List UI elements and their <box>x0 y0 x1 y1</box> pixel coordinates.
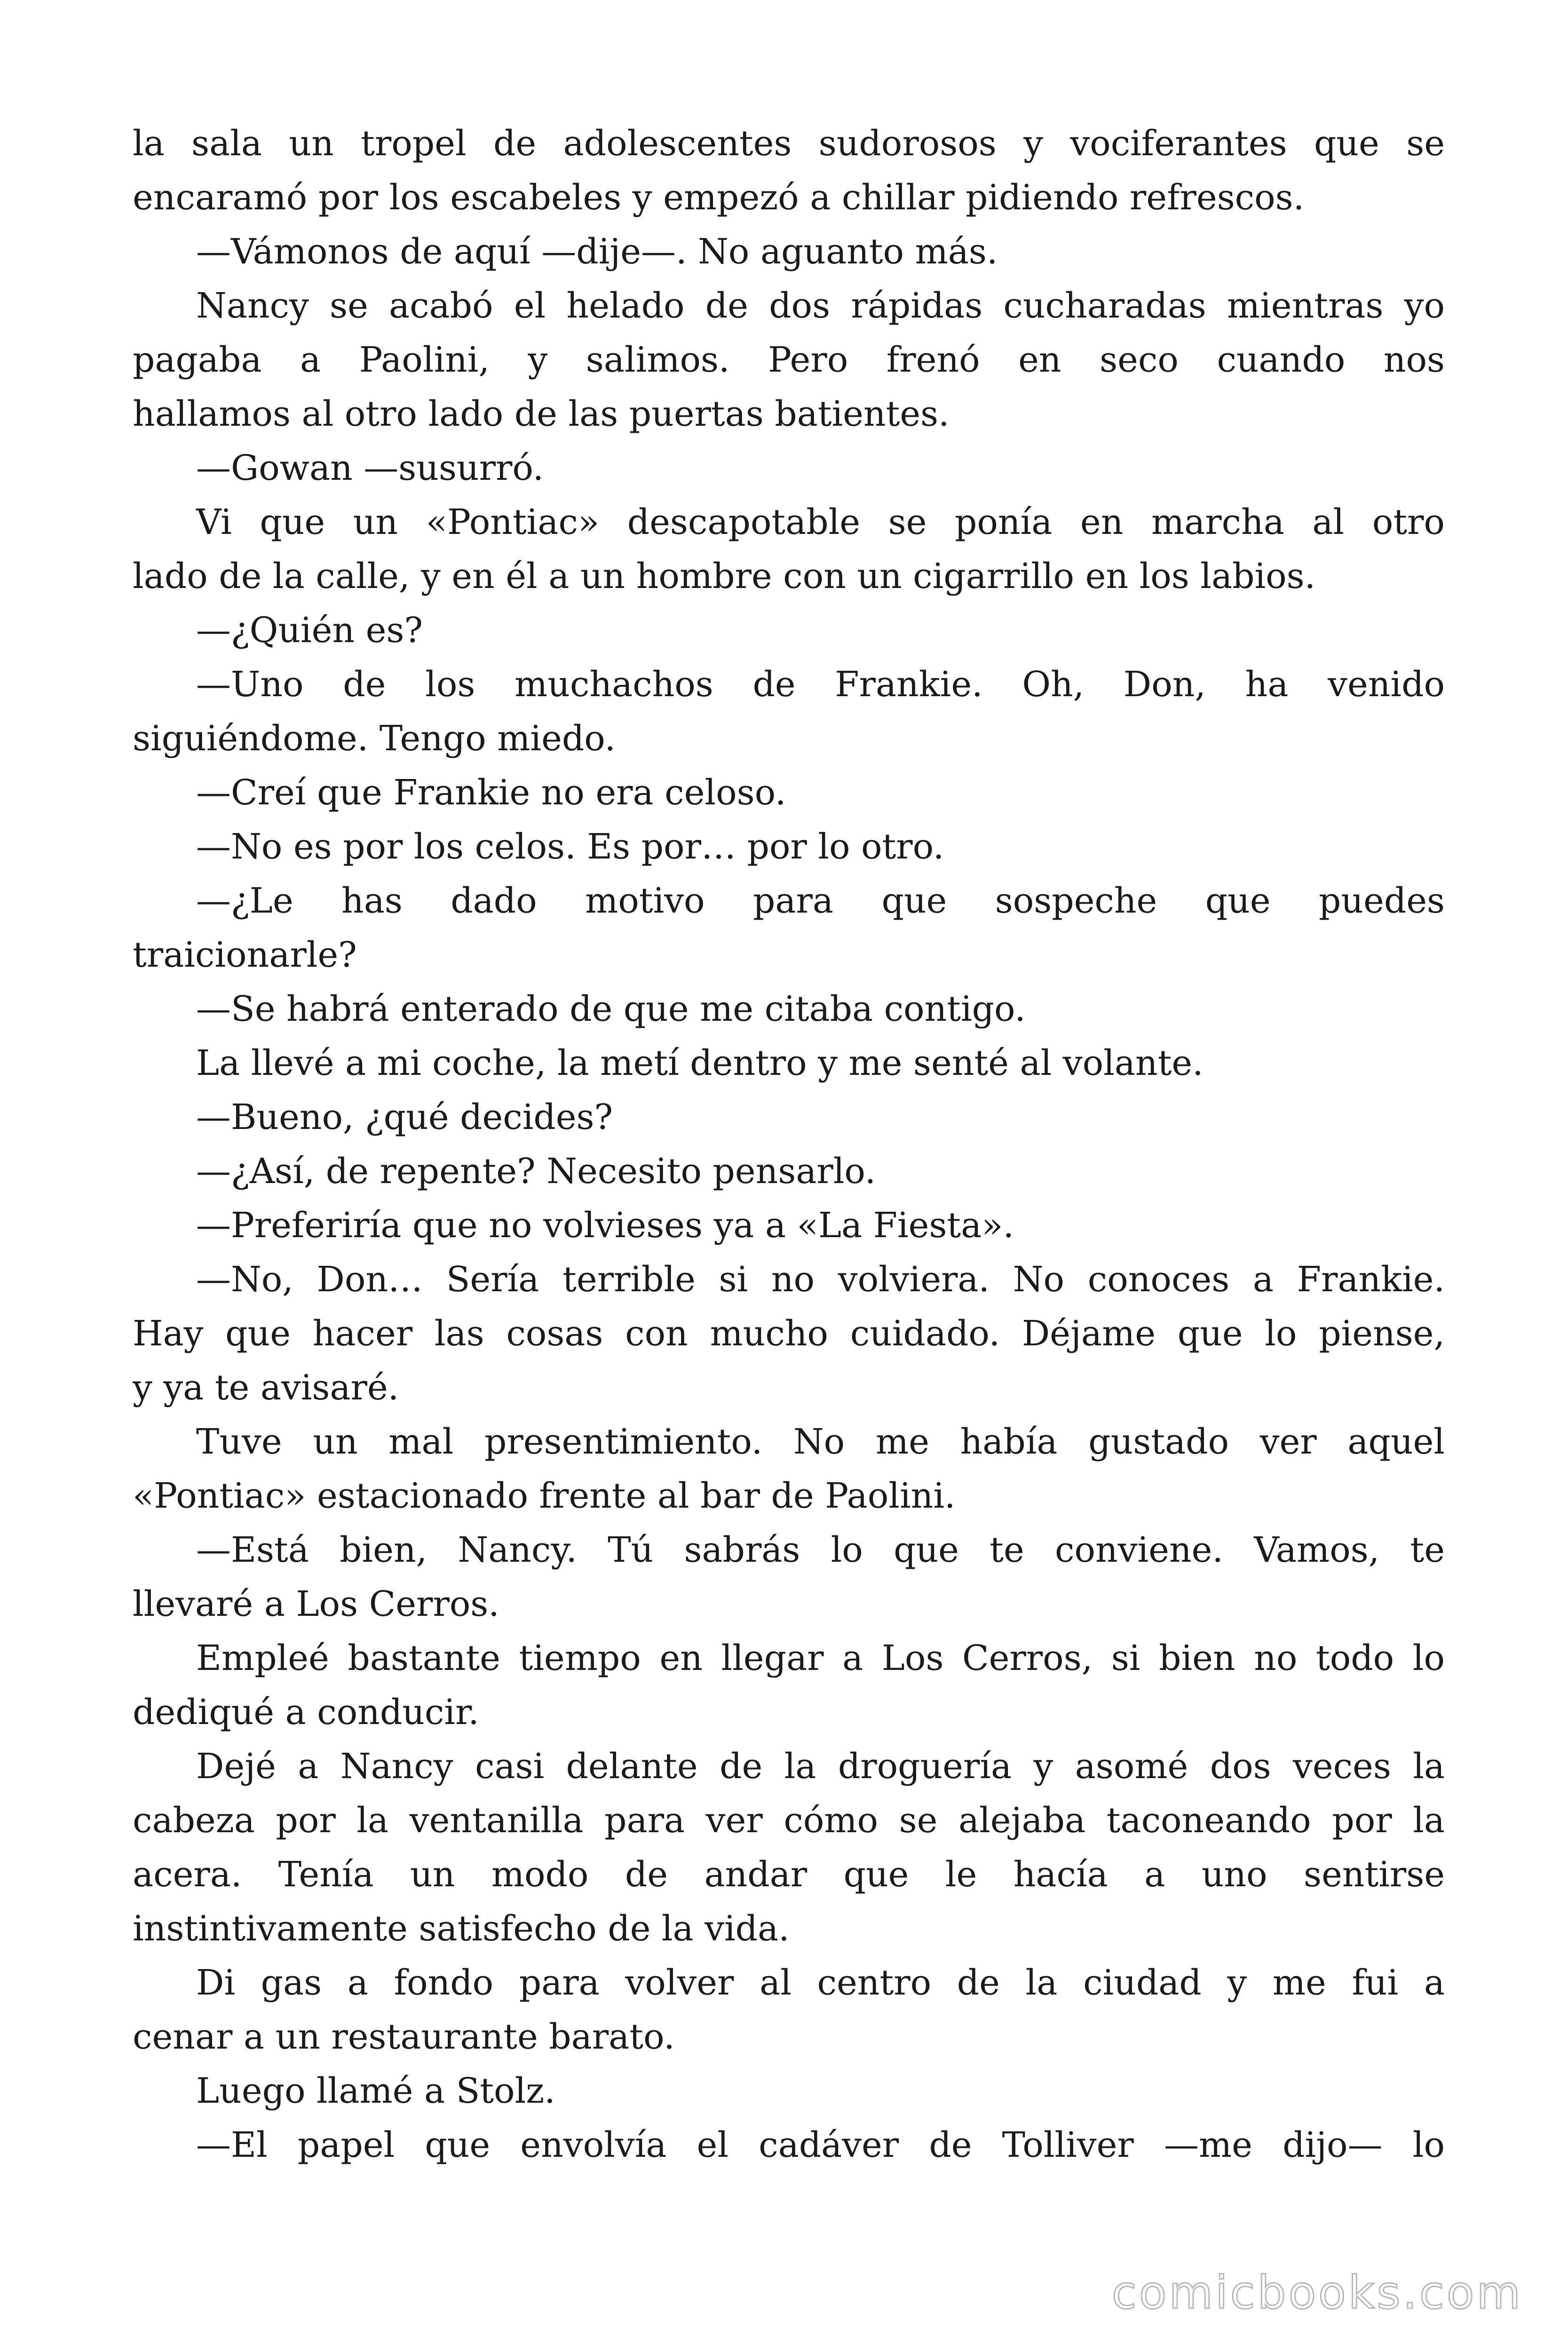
text-line: encaramó por los escabeles y empezó a chillar pidiendo refrescos. <box>133 177 1305 218</box>
text-line: —¿Le has dado motivo para que sospeche que puedes <box>196 881 1445 921</box>
text-line: traicionarle? <box>133 935 357 975</box>
text-line: «Pontiac» estacionado frente al bar de Paolini. <box>133 1476 956 1516</box>
book-page-text <box>133 117 1445 2172</box>
text-line: siguiéndome. Tengo miedo. <box>133 718 616 759</box>
watermark-logo: comicbooks.com <box>1111 2266 1523 2319</box>
text-line: —Uno de los muchachos de Frankie. Oh, Don, ha venido <box>196 664 1445 705</box>
text-line: —Se habrá enterado de que me citaba contigo. <box>196 989 1026 1029</box>
text-line: Nancy se acabó el helado de dos rápidas cucharadas mientras yo <box>196 286 1445 326</box>
text-line: —¿Quién es? <box>196 610 423 651</box>
text-line: —Creí que Frankie no era celoso. <box>196 772 786 813</box>
text-line: acera. Tenía un modo de andar que le hacía a uno sentirse <box>133 1854 1445 1895</box>
text-line: lado de la calle, y en él a un hombre con un cigarrillo en los labios. <box>133 556 1316 596</box>
text-line: la sala un tropel de adolescentes sudorosos y vociferantes que se <box>133 123 1445 164</box>
text-line: —Vámonos de aquí —dije—. No aguanto más. <box>196 231 998 272</box>
text-line: Vi que un «Pontiac» descapotable se ponía en marcha al otro <box>196 502 1445 542</box>
text-line: —No es por los celos. Es por… por lo otro. <box>196 826 944 867</box>
text-line: hallamos al otro lado de las puertas batientes. <box>133 394 950 434</box>
text-line: instintivamente satisfecho de la vida. <box>133 1908 790 1949</box>
text-line: La llevé a mi coche, la metí dentro y me senté al volante. <box>196 1043 1204 1083</box>
text-line: y ya te avisaré. <box>133 1367 399 1408</box>
text-line: Empleé bastante tiempo en llegar a Los Cerros, si bien no todo lo <box>196 1638 1445 1678</box>
text-line: dediqué a conducir. <box>133 1692 479 1732</box>
text-line: —El papel que envolvía el cadáver de Tolliver —me dijo— lo <box>196 2125 1445 2165</box>
text-line: —¿Así, de repente? Necesito pensarlo. <box>196 1151 876 1192</box>
text-line: Di gas a fondo para volver al centro de la ciudad y me fui a <box>196 1963 1445 2003</box>
text-line: —Está bien, Nancy. Tú sabrás lo que te conviene. Vamos, te <box>196 1530 1445 1570</box>
text-line: cenar a un restaurante barato. <box>133 2017 675 2057</box>
text-line: Luego llamé a Stolz. <box>196 2071 555 2111</box>
text-line: cabeza por la ventanilla para ver cómo se alejaba taconeando por la <box>133 1800 1445 1841</box>
text-line: pagaba a Paolini, y salimos. Pero frenó en seco cuando nos <box>133 340 1445 380</box>
text-line: Tuve un mal presentimiento. No me había gustado ver aquel <box>196 1422 1445 1462</box>
text-line: —Bueno, ¿qué decides? <box>196 1097 613 1137</box>
text-line: llevaré a Los Cerros. <box>133 1584 499 1624</box>
text-line: —Preferiría que no volvieses ya a «La Fiesta». <box>196 1205 1014 1246</box>
text-line: —Gowan —susurró. <box>196 448 544 488</box>
text-line: —No, Don… Sería terrible si no volviera. No conoces a Frankie. <box>196 1259 1445 1300</box>
text-line: Dejé a Nancy casi delante de la droguería y asomé dos veces la <box>196 1746 1445 1787</box>
text-line: Hay que hacer las cosas con mucho cuidado. Déjame que lo piense, <box>133 1313 1445 1354</box>
